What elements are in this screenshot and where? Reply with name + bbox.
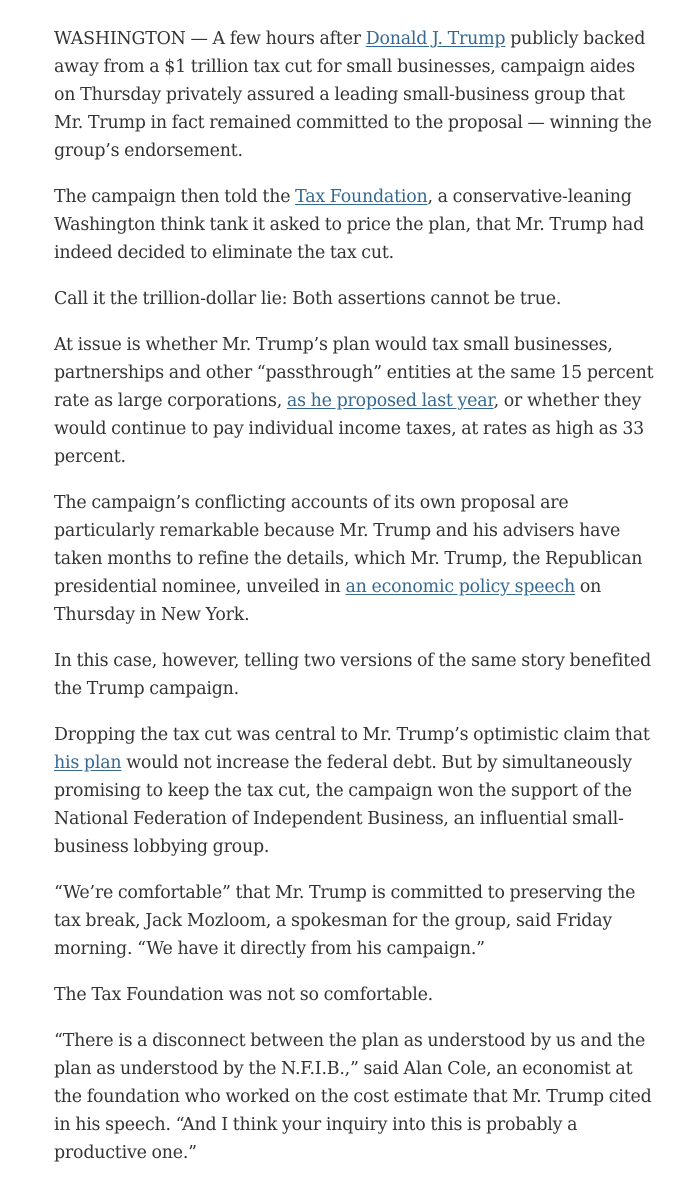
article-paragraph: [54, 879, 656, 963]
article-paragraph: [54, 489, 656, 629]
article-paragraph: [54, 285, 656, 313]
link-his-plan[interactable]: his plan: [54, 753, 122, 773]
link-donald-j-trump[interactable]: Donald J. Trump: [365, 29, 506, 49]
paragraph-text: The campaign then told the: [54, 187, 296, 207]
article-paragraph: [54, 331, 656, 471]
article-paragraph: [54, 721, 656, 861]
article-paragraph: [54, 25, 656, 165]
paragraph-text: “There is a disconnect between the plan as understood by us and the plan as understood by the N.F.I.B.,” said Alan Cole, an economist at the foundation who worked on the cost estimate that Mr. Trump cited in his speech. “And I think your inquiry into this is probably a productive one.”: [54, 1031, 652, 1163]
paragraph-text: publicly backed away from a $1 trillion tax cut for small businesses, campaign aides on Thursday privately assured a leading small-business group that Mr. Trump in fact remained committed to the proposal — winning the group’s endorsement.: [54, 29, 652, 161]
article-paragraph: [54, 647, 656, 703]
paragraph-text: Call it the trillion-dollar lie: Both assertions cannot be true.: [54, 289, 562, 309]
paragraph-text: “We’re comfortable” that Mr. Trump is committed to preserving the tax break, Jack Mozloom, a spokesman for the group, said Friday morning. “We have it directly from his campaign.”: [54, 883, 636, 959]
link-economic-policy-speech[interactable]: an economic policy speech: [345, 577, 576, 597]
paragraph-text: In this case, however, telling two versions of the same story benefited the Trump campaign.: [54, 651, 652, 699]
article-paragraph: [54, 183, 656, 267]
paragraph-text: The campaign’s conflicting accounts of its own proposal are particularly remarkable because Mr. Trump and his advisers have taken months to refine the details, which Mr. Trump, the Republican presidential nominee, unveiled in: [54, 493, 643, 597]
paragraph-text: , or whether they would continue to pay individual income taxes, at rates as high as 33 percent.: [54, 391, 645, 467]
article-paragraph: [54, 1027, 656, 1167]
paragraph-text: The Tax Foundation was not so comfortable.: [54, 985, 434, 1005]
paragraph-text: on Thursday in New York.: [54, 577, 602, 625]
paragraph-text: would not increase the federal debt. But by simultaneously promising to keep the tax cut, the campaign won the support of the National Federation of Independent Business, an influential small-business lobbying group.: [54, 753, 632, 857]
article-paragraph: [54, 981, 656, 1009]
paragraph-text: At issue is whether Mr. Trump’s plan would tax small businesses, partnerships and other “passthrough” entities at the same 15 percent rate as large corporations,: [54, 335, 654, 411]
paragraph-text: , a conservative-leaning Washington think tank it asked to price the plan, that Mr. Trump had indeed decided to eliminate the tax cut.: [54, 187, 645, 263]
link-tax-foundation[interactable]: Tax Foundation: [295, 187, 428, 207]
paragraph-text: WASHINGTON — A few hours after: [54, 29, 366, 49]
paragraph-text: Dropping the tax cut was central to Mr. Trump’s optimistic claim that: [54, 725, 650, 745]
link-as-he-proposed-last-year[interactable]: as he proposed last year: [286, 391, 494, 411]
